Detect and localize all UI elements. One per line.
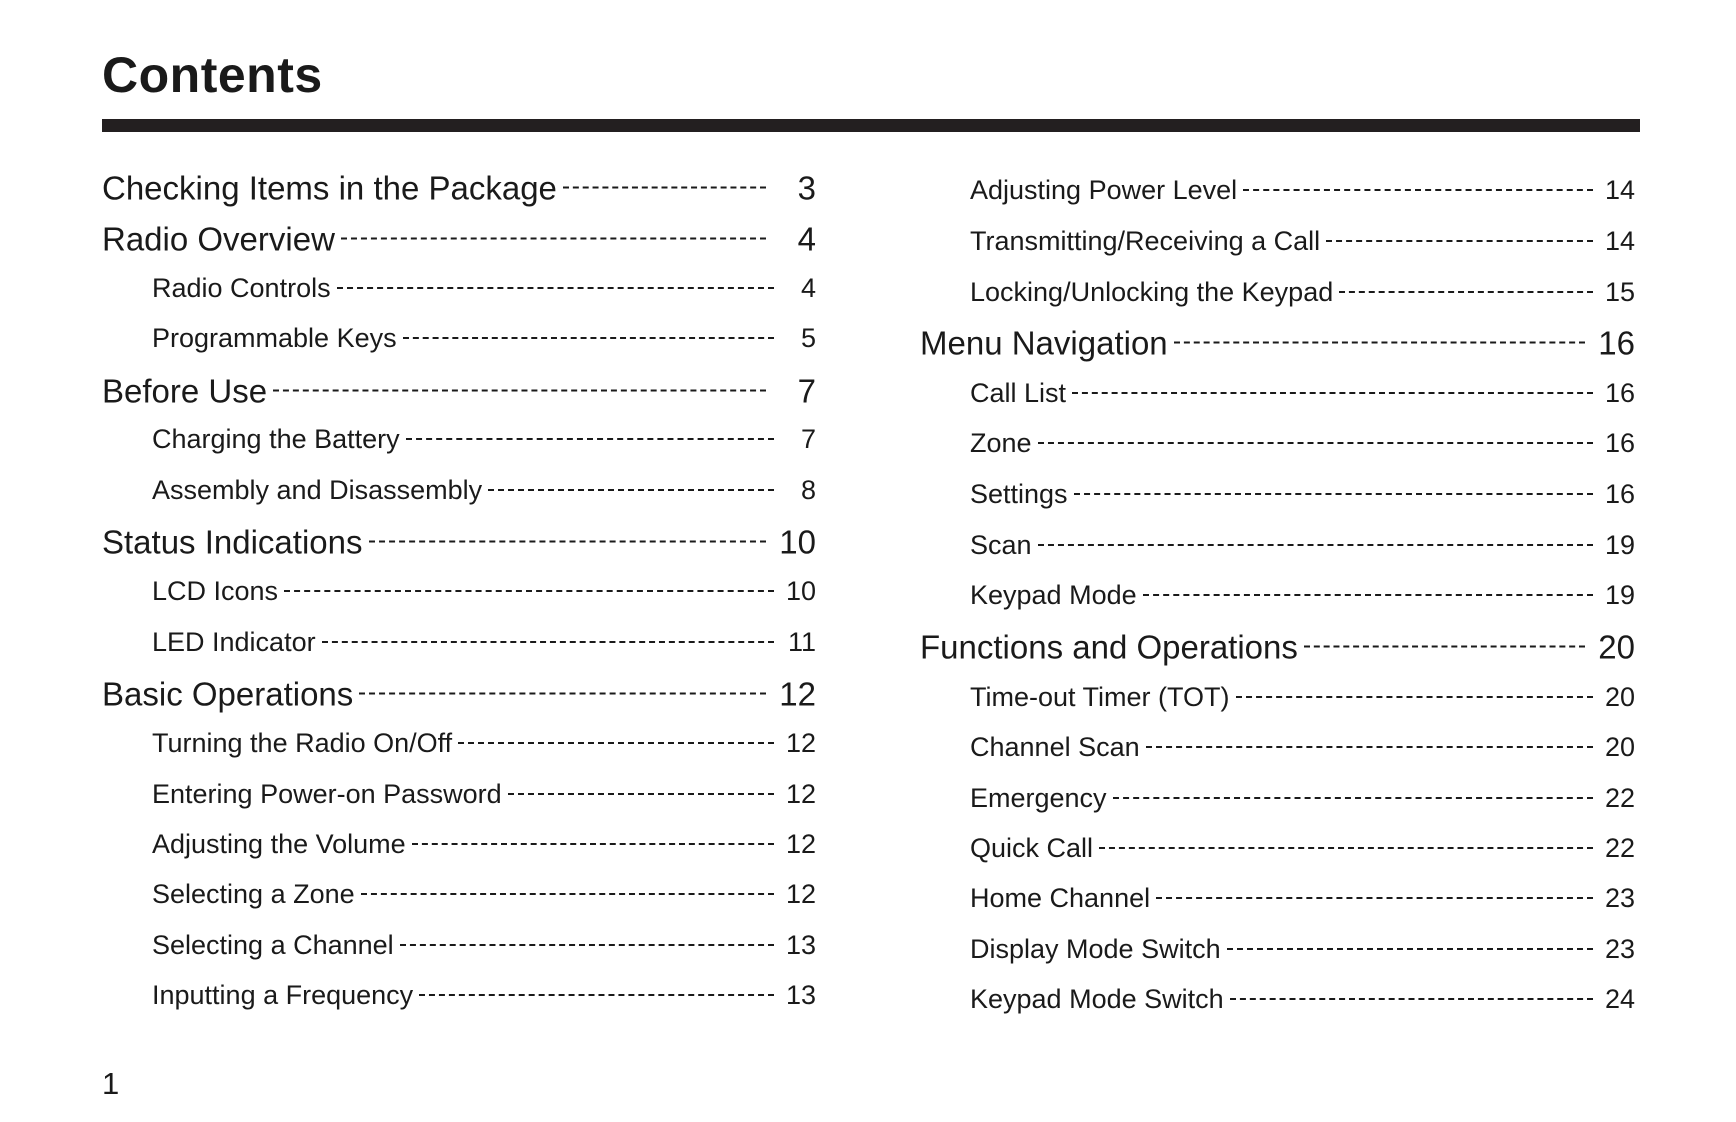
- toc-entry-page: 15: [1604, 277, 1635, 307]
- toc-entry-page: 16: [1604, 479, 1635, 509]
- toc-entry-page: 4: [797, 220, 816, 258]
- toc-entry-title: LED Indicator: [152, 627, 316, 657]
- toc-entry-page: 11: [787, 627, 816, 657]
- toc-entry[interactable]: [920, 981, 1635, 1015]
- dot-leader: [400, 927, 774, 954]
- toc-entry-title: Emergency: [970, 783, 1107, 813]
- toc-entry[interactable]: [920, 425, 1635, 459]
- dot-leader: [419, 977, 774, 1004]
- toc-entry-title: Checking Items in the Package: [102, 169, 557, 207]
- toc-entry-title: Functions and Operations: [920, 628, 1298, 666]
- dot-leader: [412, 826, 774, 853]
- toc-entry[interactable]: [920, 375, 1635, 409]
- dot-leader: [1113, 780, 1593, 807]
- dot-leader: [322, 624, 774, 651]
- toc-entry[interactable]: [102, 270, 816, 304]
- dot-leader: [1143, 577, 1593, 604]
- title-divider: [102, 119, 1640, 132]
- dot-leader: [1146, 729, 1593, 756]
- toc-entry-page: 12: [785, 879, 816, 909]
- toc-entry-title: Scan: [970, 530, 1032, 560]
- toc-entry[interactable]: [102, 521, 816, 562]
- toc-entry[interactable]: [102, 977, 816, 1011]
- toc-entry-title: Menu Navigation: [920, 324, 1168, 362]
- toc-entry[interactable]: [920, 577, 1635, 611]
- toc-entry[interactable]: [920, 880, 1635, 914]
- toc-entry-page: 22: [1604, 783, 1635, 813]
- toc-entry-page: 12: [785, 728, 816, 758]
- toc-entry-page: 23: [1604, 883, 1635, 913]
- toc-entry-page: 20: [1598, 628, 1635, 666]
- dot-leader: [1072, 375, 1593, 402]
- dot-leader: [458, 725, 774, 752]
- toc-entry-title: Keypad Mode Switch: [970, 984, 1224, 1014]
- toc-entry-title: Display Mode Switch: [970, 934, 1221, 964]
- dot-leader: [273, 370, 766, 403]
- dot-leader: [1038, 425, 1593, 452]
- toc-entry-title: Keypad Mode: [970, 580, 1137, 610]
- dot-leader: [361, 876, 774, 903]
- toc-entry-page: 12: [785, 779, 816, 809]
- toc-entry-page: 13: [785, 930, 816, 960]
- toc-entry-title: Adjusting the Volume: [152, 829, 406, 859]
- toc-entry[interactable]: [920, 476, 1635, 510]
- dot-leader: [284, 573, 774, 600]
- toc-entry-title: Locking/Unlocking the Keypad: [970, 277, 1334, 307]
- toc-entry-page: 12: [785, 829, 816, 859]
- toc-entry-title: LCD Icons: [152, 576, 279, 606]
- dot-leader: [1174, 322, 1585, 355]
- toc-entry-page: 19: [1604, 530, 1635, 560]
- dot-leader: [1227, 931, 1593, 958]
- toc-entry[interactable]: [102, 573, 816, 607]
- toc-entry[interactable]: [920, 172, 1635, 206]
- toc-entry-page: 10: [779, 523, 816, 561]
- toc-entry-page: 13: [785, 980, 816, 1010]
- dot-leader: [563, 167, 766, 200]
- toc-entry-title: Basic Operations: [102, 675, 354, 713]
- toc-entry-title: Zone: [970, 428, 1032, 458]
- toc-entry-page: 20: [1604, 732, 1635, 762]
- dot-leader: [337, 270, 774, 297]
- toc-entry-title: Adjusting Power Level: [970, 175, 1238, 205]
- toc-entry-page: 14: [1604, 226, 1635, 256]
- toc-entry-title: Home Channel: [970, 883, 1151, 913]
- dot-leader: [369, 521, 767, 554]
- toc-entry-page: 10: [785, 576, 816, 606]
- dot-leader: [341, 218, 766, 251]
- dot-leader: [406, 421, 774, 448]
- toc-entry[interactable]: [920, 729, 1635, 763]
- toc-entry[interactable]: [920, 830, 1635, 864]
- toc-entry-page: 22: [1604, 833, 1635, 863]
- toc-entry[interactable]: [920, 626, 1635, 667]
- toc-entry-page: 16: [1598, 324, 1635, 362]
- toc-entry[interactable]: [102, 673, 816, 714]
- toc-entry-title: Quick Call: [970, 833, 1094, 863]
- toc-entry[interactable]: [102, 725, 816, 759]
- toc-entry-page: 24: [1604, 984, 1635, 1014]
- dot-leader: [1339, 274, 1593, 301]
- toc-entry-title: Turning the Radio On/Off: [152, 728, 453, 758]
- toc-entry-title: Charging the Battery: [152, 424, 400, 454]
- toc-entry[interactable]: [102, 927, 816, 961]
- toc-entry-title: Transmitting/Receiving a Call: [970, 226, 1321, 256]
- toc-entry-title: Radio Overview: [102, 220, 335, 258]
- dot-leader: [1156, 880, 1593, 907]
- toc-entry-title: Before Use: [102, 372, 268, 410]
- toc-entry[interactable]: [102, 421, 816, 455]
- toc-entry-page: 20: [1604, 682, 1635, 712]
- toc-entry-title: Settings: [970, 479, 1068, 509]
- page-number: 1: [102, 1066, 120, 1101]
- dot-leader: [1304, 626, 1585, 659]
- toc-entry-page: 12: [779, 675, 816, 713]
- dot-leader: [1038, 527, 1593, 554]
- toc-entry[interactable]: [102, 826, 816, 860]
- toc-entry[interactable]: [920, 527, 1635, 561]
- toc-entry-page: 5: [800, 323, 816, 353]
- toc-entry-title: Time-out Timer (TOT): [970, 682, 1230, 712]
- toc-entry-title: Selecting a Zone: [152, 879, 355, 909]
- dot-leader: [359, 673, 766, 706]
- toc-entry[interactable]: [102, 624, 816, 658]
- toc-entry-title: Inputting a Frequency: [152, 980, 414, 1010]
- page-title: Contents: [102, 47, 323, 103]
- toc-entry[interactable]: [102, 167, 816, 208]
- toc-entry-page: 16: [1604, 428, 1635, 458]
- toc-entry-page: 3: [797, 169, 816, 207]
- toc-entry-page: 7: [800, 424, 816, 454]
- toc-entry-title: Selecting a Channel: [152, 930, 394, 960]
- toc-entry[interactable]: [102, 472, 816, 506]
- dot-leader: [488, 472, 774, 499]
- toc-entry[interactable]: [920, 322, 1635, 363]
- dot-leader: [403, 320, 774, 347]
- toc-entry-title: Assembly and Disassembly: [152, 475, 483, 505]
- toc-entry[interactable]: [920, 223, 1635, 257]
- toc-entry-page: 23: [1604, 934, 1635, 964]
- toc-entry[interactable]: [920, 931, 1635, 965]
- toc-entry-title: Programmable Keys: [152, 323, 397, 353]
- toc-entry[interactable]: [920, 780, 1635, 814]
- toc-entry[interactable]: [920, 274, 1635, 308]
- toc-entry-page: 8: [800, 475, 816, 505]
- dot-leader: [1243, 172, 1593, 199]
- toc-entry[interactable]: [102, 776, 816, 810]
- toc-entry[interactable]: [102, 370, 816, 411]
- toc-entry-title: Call List: [970, 378, 1067, 408]
- dot-leader: [1074, 476, 1593, 503]
- toc-entry-page: 7: [797, 372, 816, 410]
- dot-leader: [508, 776, 774, 803]
- toc-entry-title: Status Indications: [102, 523, 363, 561]
- dot-leader: [1230, 981, 1593, 1008]
- toc-entry-title: Channel Scan: [970, 732, 1140, 762]
- toc-entry-title: Radio Controls: [152, 273, 331, 303]
- toc-entry-page: 14: [1604, 175, 1635, 205]
- toc-entry[interactable]: [920, 679, 1635, 713]
- dot-leader: [1099, 830, 1593, 857]
- toc-entry-title: Entering Power-on Password: [152, 779, 502, 809]
- dot-leader: [1236, 679, 1593, 706]
- toc-entry[interactable]: [102, 218, 816, 259]
- toc-entry[interactable]: [102, 876, 816, 910]
- toc-entry-page: 19: [1604, 580, 1635, 610]
- dot-leader: [1326, 223, 1593, 250]
- toc-entry[interactable]: [102, 320, 816, 354]
- toc-entry-page: 16: [1604, 378, 1635, 408]
- toc-entry-page: 4: [800, 273, 816, 303]
